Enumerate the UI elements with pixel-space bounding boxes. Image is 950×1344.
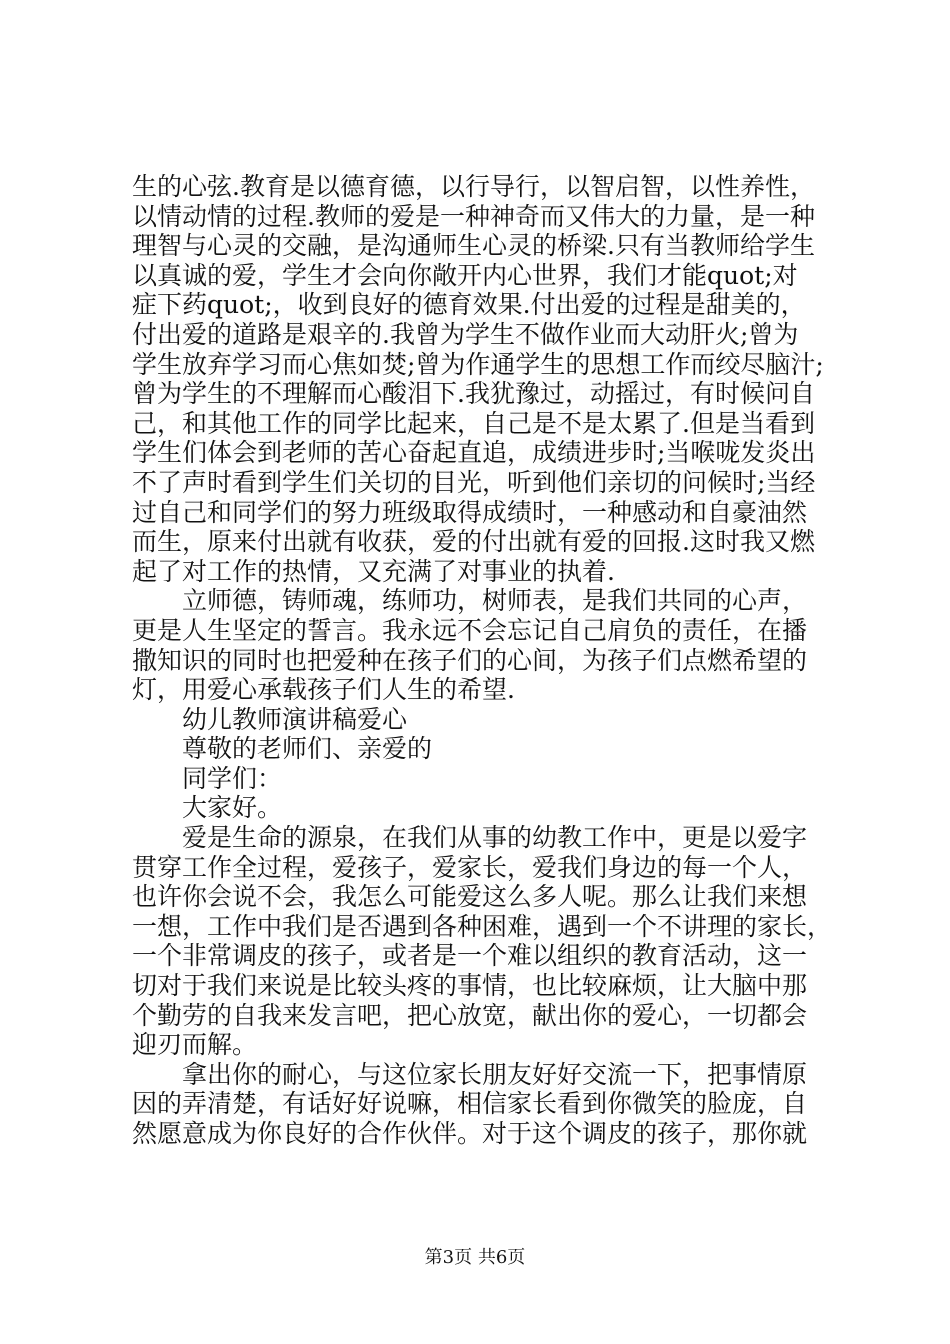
paragraph-6-greeting: 大家好。 [132,793,283,823]
paragraph-7: 爱是生命的源泉，在我们从事的幼教工作中，更是以爱字 贯穿工作全过程，爱孩子，爱家长，爱我们身边的每一个人， 也许你会说不会，我怎么可能爱这么多人呢。那么让我们来想 一想，工作中我们是否遇到各种困难，遇到一个不讲理的家长， 一个非常调皮的孩子，或者是一个难以组织的教育活动，这一 切对于我们来说是比较头疼的事情，也比较麻烦，让大脑中那 个勤劳的自我来发言吧，把心放宽，献出你的爱心，一切都会 迎刃而解。 [132,823,833,1060]
document-body [132,172,832,1149]
paragraph-1: 生的心弦.教育是以德育德，以行导行，以智启智，以性养性， 以情动情的过程.教师的爱是一种神奇而又伟大的力量，是一种 理智与心灵的交融，是沟通师生心灵的桥梁.只有当教师给学生 以真诚的爱，学生才会向你敞开内心世界，我们才能quot;对 症下药quot;，收到良好的德育效果.付出爱的过程是甜美的， 付出爱的道路是艰辛的.我曾为学生不做作业而大动肝火;曾为 学生放弃学习而心焦如焚;曾为作通学生的思想工作而绞尽脑汁; 曾为学生的不理解而心酸泪下.我犹豫过，动摇过，有时候问自 己，和其他工作的同学比起来，自己是不是太累了.但是当看到 学生们体会到老师的苦心奋起直追，成绩进步时;当喉咙发炎出 不了声时看到学生们关切的目光，听到他们亲切的问候时;当经 过自己和同学们的努力班级取得成绩时，一种感动和自豪油然 而生，原来付出就有收获，爱的付出就有爱的回报.这时我又燃 起了对工作的热情，又充满了对事业的执着. [132,172,824,586]
paragraph-4-salutation: 尊敬的老师们、亲爱的 [132,734,433,764]
paragraph-5-salutation: 同学们： [132,763,283,793]
page-footer: 第3页 共6页 [424,1247,526,1268]
paragraph-8: 拿出你的耐心，与这位家长朋友好好交流一下，把事情原 因的弄清楚，有话好好说嘛，相信家长看到你微笑的脸庞，自 然愿意成为你良好的合作伙伴。对于这个调皮的孩子，那你就 [132,1059,808,1148]
paragraph-3-title: 幼儿教师演讲稿爱心 [132,704,408,734]
paragraph-2: 立师德，铸师魂，练师功，树师表，是我们共同的心声， 更是人生坚定的誓言。我永远不会忘记自己肩负的责任，在播 撒知识的同时也把爱种在孩子们的心间，为孩子们点燃希望的 灯，用爱心承载孩子们人生的希望. [132,586,808,705]
